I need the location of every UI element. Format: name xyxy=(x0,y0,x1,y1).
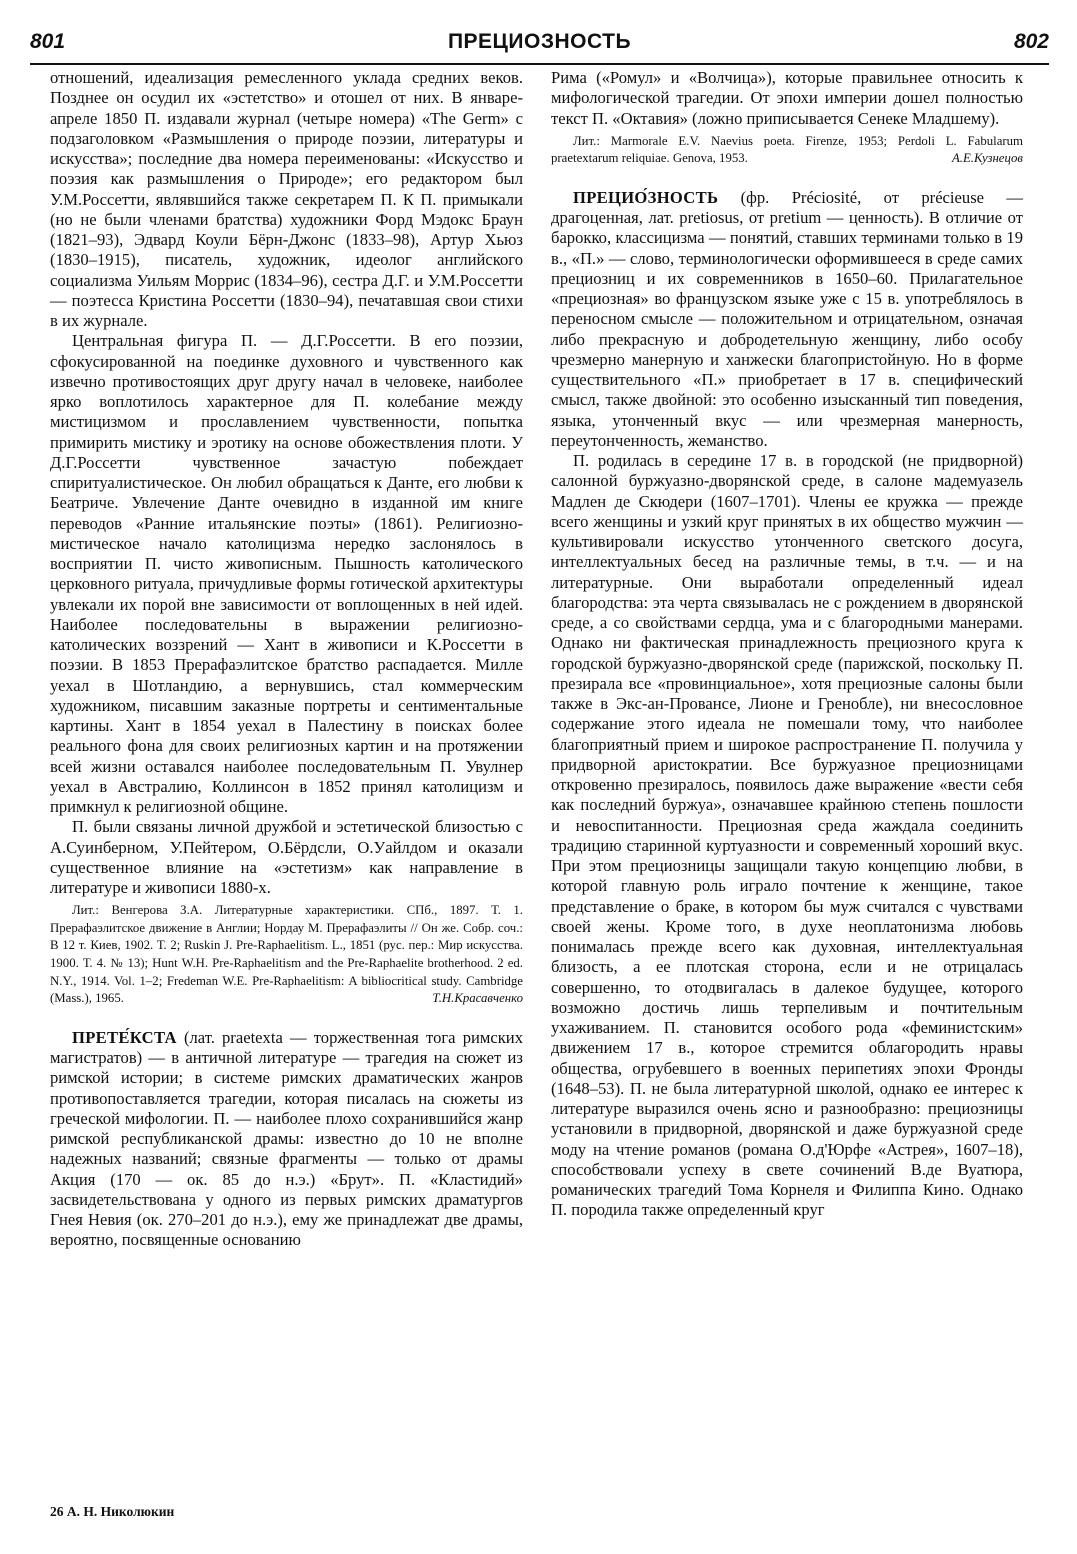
entry-author: А.Е.Кузнецов xyxy=(951,151,1023,166)
page-number-right: 802 xyxy=(1013,30,1049,53)
page-number-left: 801 xyxy=(30,30,66,53)
bibliography-text: Венгерова З.А. Литературные характеристики. СПб., 1897. Т. 1. Прерафаэлитское движение в Англии; Нордау М. Прерафаэлиты // Он же. Собр. соч.: В 12 т. Киев, 1902. Т. 2; Ruskin J. Pre-Raphaelitism. L., 1851 (рус. пер.: Мир искусства. 1900. Т. 4. № 13); Hunt W.H. Pre-Raphaelitism and the Pre-Raphaelite brotherhood. 2 ed. N.Y., 1914. Vol. 1–2; Fredeman W.E. Pre-Raphaelitism: A bibliocritical study. Cambridge (Mass.), 1965. xyxy=(50,903,524,1006)
entry-paragraph xyxy=(50,1028,523,1251)
bibliography-text: Marmorale E.V. Naevius poeta. Firenze, 1953; Perdoli L. Fabularum praetextarum reliquiae. Genova, 1953. xyxy=(551,133,1023,166)
bibliography xyxy=(551,133,1023,168)
entry-text: (фр. Préciosité, от précieuse — драгоценная, лат. pretiosus, от pretium — ценность). В отличие от барокко, классицизма — понятий, ставших терминами только в 19 в., «П.» — слово, терминологически оформившееся в среде самих прециозниц и их современников в 1650–60. Прилагательное «прециозная» во французском языке уже с 15 в. употреблялось в переносном смысле — положительном и отрицательном, означая либо прекрасную и добродетельную женщину, либо особу чрезмерно манерную и ханжески благопристойную. Но в форме существительного «П.» приобретает в 17 в. специфический смысл, также двойной: это особенно изысканный тип поведения, языка, утонченный вкус — или чрезмерная манерность, переутонченность, жеманство. xyxy=(551,187,1023,450)
paragraph: Рима («Ромул» и «Волчица»), которые правильнее относить к мифологической трагедии. От эпохи империи дошел полностью текст П. «Октавия» (ложно приписывается Сенеке Младшему). xyxy=(551,68,1023,128)
entry-text: (лат. praetexta — торжественная тога римских магистратов) — в античной литературе — трагедия на сюжет из римской истории; в системе римских драматических жанров противопоставляется трагедии, которая писалась на сюжеты из греческой мифологии. П. — наиболее плохо сохранившийся жанр римской республиканской драмы: известно до 10 не вполне надежных названий; связные фрагменты — только от драмы Акция (170 — ок. 85 до н.э.) «Брут». П. «Кластидий» засвидетельствована у одного из первых римских драматургов Гнея Невия (ок. 270–201 до н.э.), ему же принадлежат две драмы, вероятно, посвященные основанию xyxy=(50,1027,523,1250)
header-rule xyxy=(30,63,1049,65)
left-column xyxy=(50,68,523,1251)
paragraph: П. были связаны личной дружбой и эстетической близостью с А.Суинберном, У.Пейтером, О.Бёрдсли, О.Уайлдом и оказали существенное влияние на «эстетизм» как направление в литературе и живописи 1880-х. xyxy=(50,817,523,897)
page-header xyxy=(30,30,1049,66)
right-column xyxy=(551,68,1023,1221)
bibliography-label: Лит.: xyxy=(573,133,600,148)
running-head: ПРЕЦИОЗНОСТЬ xyxy=(447,30,632,53)
paragraph: Центральная фигура П. — Д.Г.Россетти. В его поэзии, сфокусированной на поединке духовного и чувственного как извечно противостоящих друг другу начал в человеке, наиболее ярко воплотилось характерное для П. колебание между мистицизмом и прославлением чувственности, попытка примирить мистику и эротику на основе обожествления плоти. У Д.Г.Россетти чувственное зачастую побеждает спиритуалистическое. Он любил обращаться к Данте, его любви к Беатриче. Увлечение Данте очевидно в изданной им книге переводов «Ранние итальянские поэты» (1861). Религиозно-мистическое начало католицизма нередко заслонялось в восприятии П. чисто живописным. Пышность католического церковного ритуала, причудливые формы готической архитектуры увлекали их порой вне зависимости от воплощенных в ней идей. Наиболее последовательны в выражении религиозно-католических воззрений — Хант в живописи и К.Россетти в поэзии. В 1853 Прерафаэлитское братство распадается. Милле уехал в Шотландию, а вернувшись, стал коммерческим художником, писавшим заказные портреты и сентиментальные картины. Хант в 1854 уехал в Палестину в поисках более реального фона для своих религиозных картин и на протяжении всей жизни оставался наиболее последовательным П. Увулнер уехал в Австралию, Коллинсон в 1852 принял католицизм и примкнул к религиозной общине. xyxy=(50,331,523,816)
entry-author: Т.Н.Красавченко xyxy=(432,991,523,1006)
bibliography-label: Лит.: xyxy=(72,903,99,918)
entry-praetexta xyxy=(50,1028,523,1251)
paragraph: П. родилась в середине 17 в. в городской (не придворной) салонной буржуазно-дворянской среде, в салоне мадемуазель Мадлен де Скюдери (1607–1701). Члены ее кружка — прежде всего женщины и узкий круг принятых в их общество мужчин — культивировали искусство утонченного светского досуга, интеллектуальных бесед на различные темы, в т.ч. — и на литературные. Они выработали определенный идеал благородства: эта черта связывалась не с рождением в дворянской среде, а со свойствами сердца, ума и с благородными манерами. Однако ни фактическая принадлежность прециозного круга к городской буржуазно-дворянской среде (парижской, поскольку П. презирала все «провинциальное», хотя прециозные салоны были также в Экс-ан-Провансе, Лионе и Гренобле), ни внесословное содержание этого идеала не помешали тому, что наиболее благоприятный прием и широкое распространение П. получила у придворной аристократии. Все буржуазное прециозницами откровенно презиралось, появилось даже выражение «вести себя как последний буржуа», означавшее крайнюю степень пошлости и невоспитанности. Прециозная среда жаждала соединить традицию старинной куртуазности и современный хороший вкус. При этом прециозницы защищали такую концепцию любви, в которой главную роль играло почтение к женщине, такое представление о браке, в котором бы муж считался с чувствами своей жены. Кроме того, в духе неоплатонизма любовь понималась прежде всего как духовная, интеллектуальная близость, а ее плотская сторона, если и не отрицалась совершенно, то отодвигалась в далекое будущее, которого возможно достичь лишь терпеливым и почтительным ухаживанием. П. становится особого рода «феминистским» движением 17 в., которое стремится облагородить нравы общества, огрубевшего в военных перипетиях эпохи Фронды (1648–53). П. не была литературной школой, однако ее интерес к литературе выразился очень ясно и разнообразно: прециозницы установили в придворной, дворянской и даже буржуазной среде моду на чтение романов (романа О.д'Юрфе «Астрея», 1607–18), способствовали успеху в свете сочинений В.де Вуатюра, романических трагедий Тома Корнеля и Филиппа Кино. Однако П. породила также определенный круг xyxy=(551,451,1023,1220)
bibliography xyxy=(50,902,523,1008)
headword: ПРЕЦИО́ЗНОСТЬ xyxy=(573,187,719,207)
page-footer: 26 А. Н. Николюкин xyxy=(50,1504,175,1519)
headword: ПРЕТЕ́КСТА xyxy=(72,1027,177,1047)
paragraph: отношений, идеализация ремесленного уклада средних веков. Позднее он осудил их «эстетство» и отошел от них. В январе-апреле 1850 П. издавали журнал (четыре номера) «The Germ» с подзаголовком «Размышления о природе поэзии, литературы и искусства»; последние два номера переименованы: «Искусство и поэзия как размышления о Природе»; его редактором был У.М.Россетти, являвшийся также секретарем П. К П. примыкали (но не были членами братства) художники Форд Мэдокс Браун (1821–93), Эдвард Коули Бёрн-Джонс (1833–98), Артур Хьюз (1830–1915), писатель, художник, идеолог английского социализма Уильям Моррис (1834–96), сестра Д.Г. и У.М.Россетти — поэтесса Кристина Россетти (1830–94), печатавшая свои стихи в их журнале. xyxy=(50,68,523,330)
entry-preciosite xyxy=(551,188,1023,1221)
entry-paragraph xyxy=(551,188,1023,451)
